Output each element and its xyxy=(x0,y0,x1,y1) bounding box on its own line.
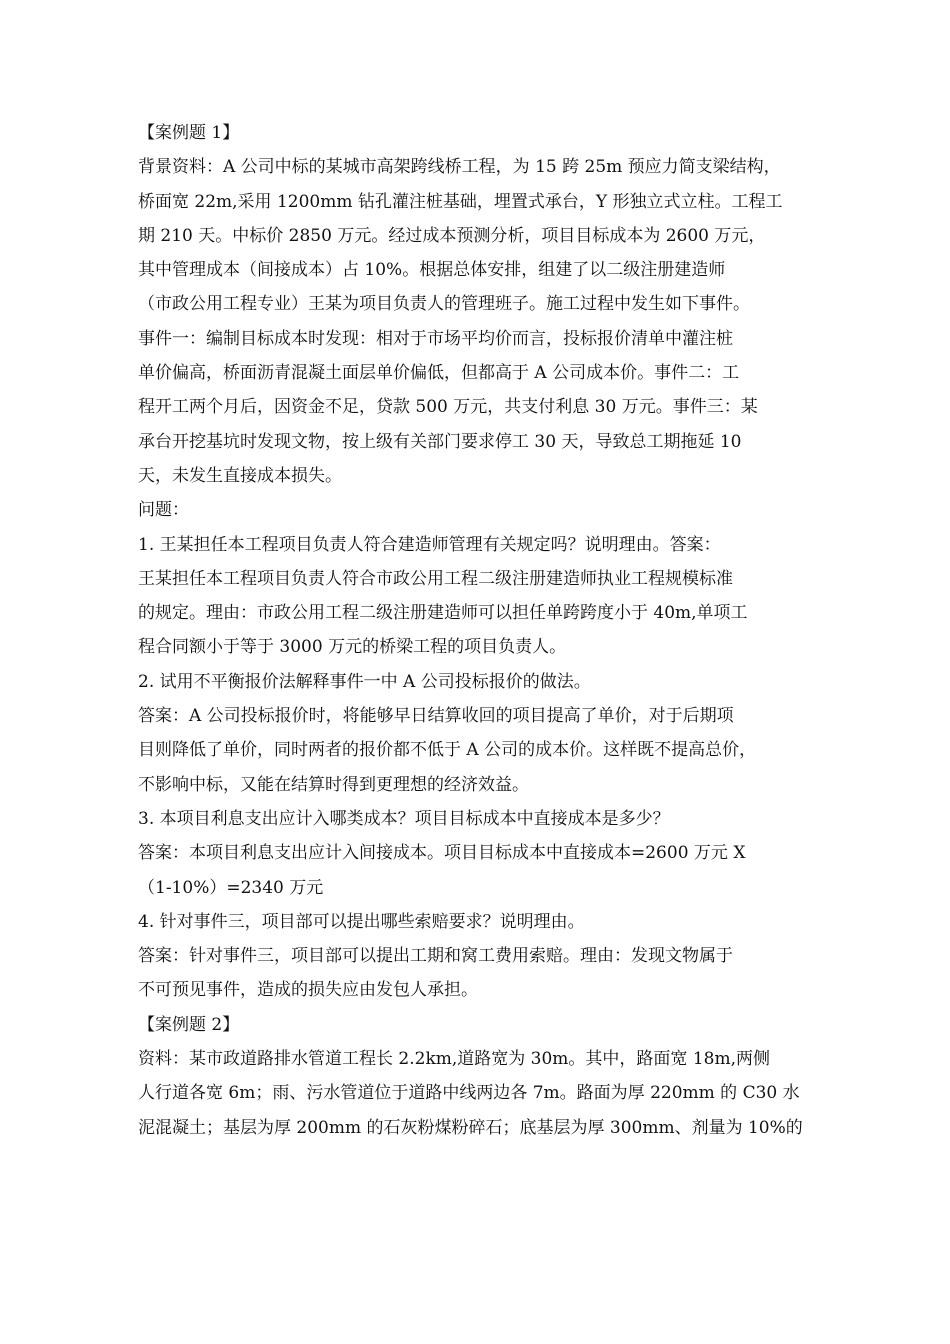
case-heading-2: 【案例题 2】 xyxy=(138,1014,240,1035)
material-line: 人行道各宽 6m；雨、污水管道位于道路中线两边各 7m。路面为厚 220mm 的 C30 水 xyxy=(138,1083,800,1104)
event-line: 事件一：编制目标成本时发现：相对于市场平均价而言，投标报价清单中灌注桩 xyxy=(138,328,733,349)
answer-line: 王某担任本工程项目负责人符合市政公用工程二级注册建造师执业工程规模标准 xyxy=(138,568,733,589)
event-line: 单价偏高，桥面沥青混凝土面层单价偏低，但都高于 A 公司成本价。事件二：工 xyxy=(138,363,740,384)
question-1: 1. 王某担任本工程项目负责人符合建造师管理有关规定吗？说明理由。答案： xyxy=(138,534,721,555)
event-line: 天，未发生直接成本损失。 xyxy=(138,465,342,486)
event-line: 承台开挖基坑时发现文物，按上级有关部门要求停工 30 天，导致总工期拖延 10 xyxy=(138,431,742,452)
background-line: （市政公用工程专业）王某为项目负责人的管理班子。施工过程中发生如下事件。 xyxy=(138,294,750,315)
event-line: 程开工两个月后，因资金不足，贷款 500 万元，共支付利息 30 万元。事件三：某 xyxy=(138,397,758,418)
document-body xyxy=(138,116,838,1145)
background-line: 桥面宽 22m,采用 1200mm 钻孔灌注桩基础，埋置式承台，Y 形独立式立柱。工程工 xyxy=(138,191,783,212)
answer-line: 答案：针对事件三，项目部可以提出工期和窝工费用索赔。理由：发现文物属于 xyxy=(138,946,733,967)
answer-line: 程合同额小于等于 3000 万元的桥梁工程的项目负责人。 xyxy=(138,637,567,658)
answer-line: 目则降低了单价，同时两者的报价都不低于 A 公司的成本价。这样既不提高总价， xyxy=(138,740,757,761)
answer-line: 的规定。理由：市政公用工程二级注册建造师可以担任单跨跨度小于 40m,单项工 xyxy=(138,603,748,624)
answer-line: 不可预见事件，造成的损失应由发包人承担。 xyxy=(138,980,478,1001)
case-heading-1: 【案例题 1】 xyxy=(138,123,240,143)
question-3: 3. 本项目利息支出应计入哪类成本？项目目标成本中直接成本是多少？ xyxy=(138,808,670,829)
answer-line: 答案：A 公司投标报价时，将能够早日结算收回的项目提高了单价，对于后期项 xyxy=(138,706,734,727)
material-line: 资料：某市政道路排水管道工程长 2.2km,道路宽为 30m。其中，路面宽 18m,两侧 xyxy=(138,1049,770,1070)
material-line: 泥混凝土；基层为厚 200mm 的石灰粉煤粉碎石；底基层为厚 300mm、剂量为 10%的 xyxy=(138,1117,803,1138)
background-line: 其中管理成本（间接成本）占 10%。根据总体安排，组建了以二级注册建造师 xyxy=(138,260,726,281)
question-2: 2. 试用不平衡报价法解释事件一中 A 公司投标报价的做法。 xyxy=(138,671,591,692)
answer-line: 不影响中标，又能在结算时得到更理想的经济效益。 xyxy=(138,774,529,795)
question-4: 4. 针对事件三，项目部可以提出哪些索赔要求？说明理由。 xyxy=(138,911,585,932)
background-line: 背景资料：A 公司中标的某城市高架跨线桥工程，为 15 跨 25m 预应力简支梁结构， xyxy=(138,157,781,178)
answer-line: 答案：本项目利息支出应计入间接成本。项目目标成本中直接成本=2600 万元 X xyxy=(138,843,746,864)
answer-line: （1-10%）=2340 万元 xyxy=(138,877,324,898)
questions-heading: 问题： xyxy=(138,500,189,521)
background-line: 期 210 天。中标价 2850 万元。经过成本预测分析，项目目标成本为 2600 万元， xyxy=(138,225,766,246)
